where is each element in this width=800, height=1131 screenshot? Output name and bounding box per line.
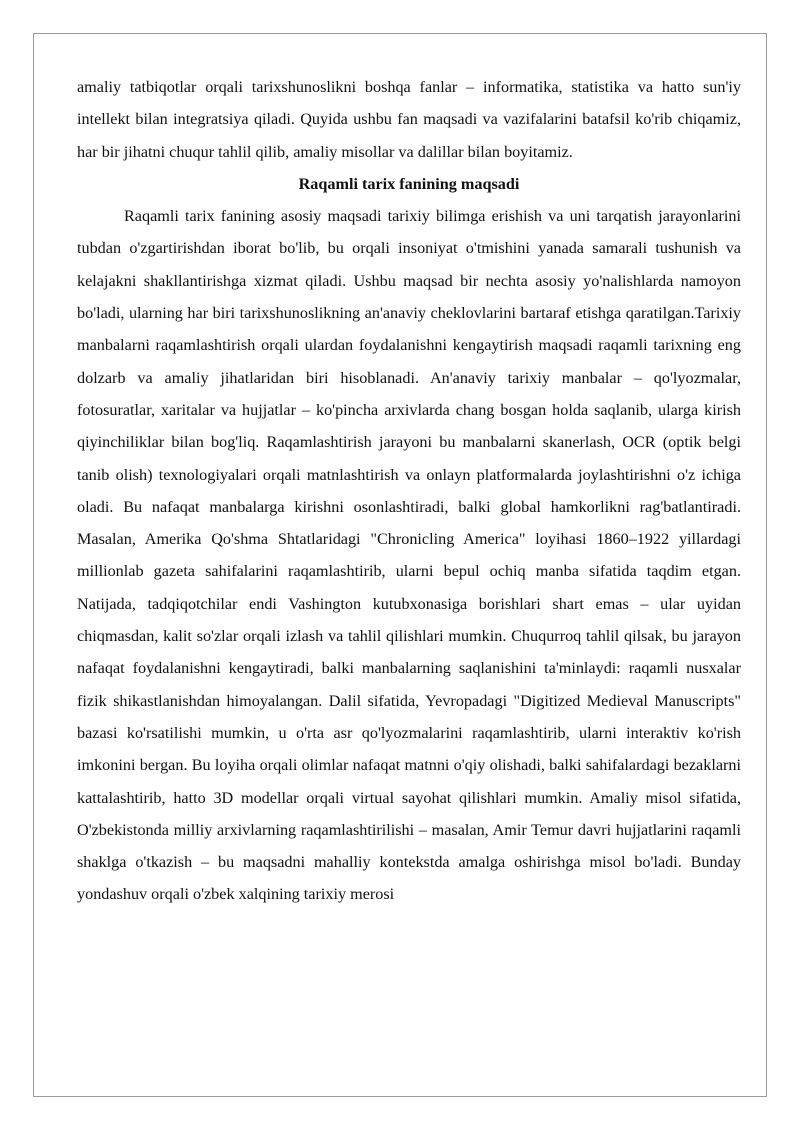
body-paragraph: Raqamli tarix fanining asosiy maqsadi tarixiy bilimga erishish va uni tarqatish jarayonlarini tubdan o'zgartirishdan iborat bo'lib, bu orqali insoniyat o'tmishini yanada samarali tushunish va kelajakni shakllantirishga xizmat qiladi. Ushbu maqsad bir nechta asosiy yo'nalishlarda namoyon bo'ladi, ularning har biri tarixshunoslikning an'anaviy cheklovlarini bartaraf etishga qaratilgan.Tarixiy manbalarni raqamlashtirish orqali ulardan foydalanishni kengaytirish maqsadi raqamli tarixning eng dolzarb va amaliy jihatlaridan biri hisoblanadi. An'anaviy tarixiy manbalar – qo'lyozmalar, fotosuratlar, xaritalar va hujjatlar – ko'pincha arxivlarda chang bosgan holda saqlanib, ularga kirish qiyinchiliklar bilan bog'liq. Raqamlashtirish jarayoni bu manbalarni skanerlash, OCR (optik belgi tanib olish) texnologiyalari orqali matnlashtirish va onlayn platformalarda joylashtirishni o'z ichiga oladi. Bu nafaqat manbalarga kirishni osonlashtiradi, balki global hamkorlikni rag'batlantiradi. Masalan, Amerika Qo'shma Shtatlaridagi "Chronicling America" loyihasi 1860–1922 yillardagi millionlab gazeta sahifalarini raqamlashtirib, ularni bepul ochiq manba sifatida taqdim etgan. Natijada, tadqiqotchilar endi Vashington kutubxonasiga borishlari shart emas – ular uyidan chiqmasdan, kalit so'zlar orqali izlash va tahlil qilishlari mumkin. Chuqurroq tahlil qilsak, bu jarayon nafaqat foydalanishni kengaytiradi, balki manbalarning saqlanishini ta'minlaydi: raqamli nusxalar fizik shikastlanishdan himoyalangan. Dalil sifatida, Yevropadagi "Digitized Medieval Manuscripts" bazasi ko'rsatilishi mumkin, u o'rta asr qo'lyozmalarini raqamlashtirib, ularni interaktiv ko'rish imkonini bergan. Bu loyiha orqali olimlar nafaqat matnni o'qiy olishadi, balki sahifalardagi bezaklarni kattalashtirib, hatto 3D modellar orqali virtual sayohat qilishlari mumkin. Amaliy misol sifatida, O'zbekistonda milliy arxivlarning raqamlashtirilishi – masalan, Amir Temur davri hujjatlarini raqamli shaklga o'tkazish – bu maqsadni mahalliy kontekstda amalga oshirishga misol bo'ladi. Bunday yondashuv orqali o'zbek xalqining tarixiy merosi bbox=[77, 207, 741, 904]
intro-paragraph: amaliy tatbiqotlar orqali tarixshunoslikni boshqa fanlar – informatika, statistika va hatto sun'iy intellekt bilan integratsiya qiladi. Quyida ushbu fan maqsadi va vazifalarini batafsil ko'rib chiqamiz, har bir jihatni chuqur tahlil qilib, amaliy misollar va dalillar bilan boyitamiz. bbox=[77, 78, 741, 161]
document-body bbox=[77, 71, 741, 911]
section-heading: Raqamli tarix fanining maqsadi bbox=[298, 174, 520, 193]
